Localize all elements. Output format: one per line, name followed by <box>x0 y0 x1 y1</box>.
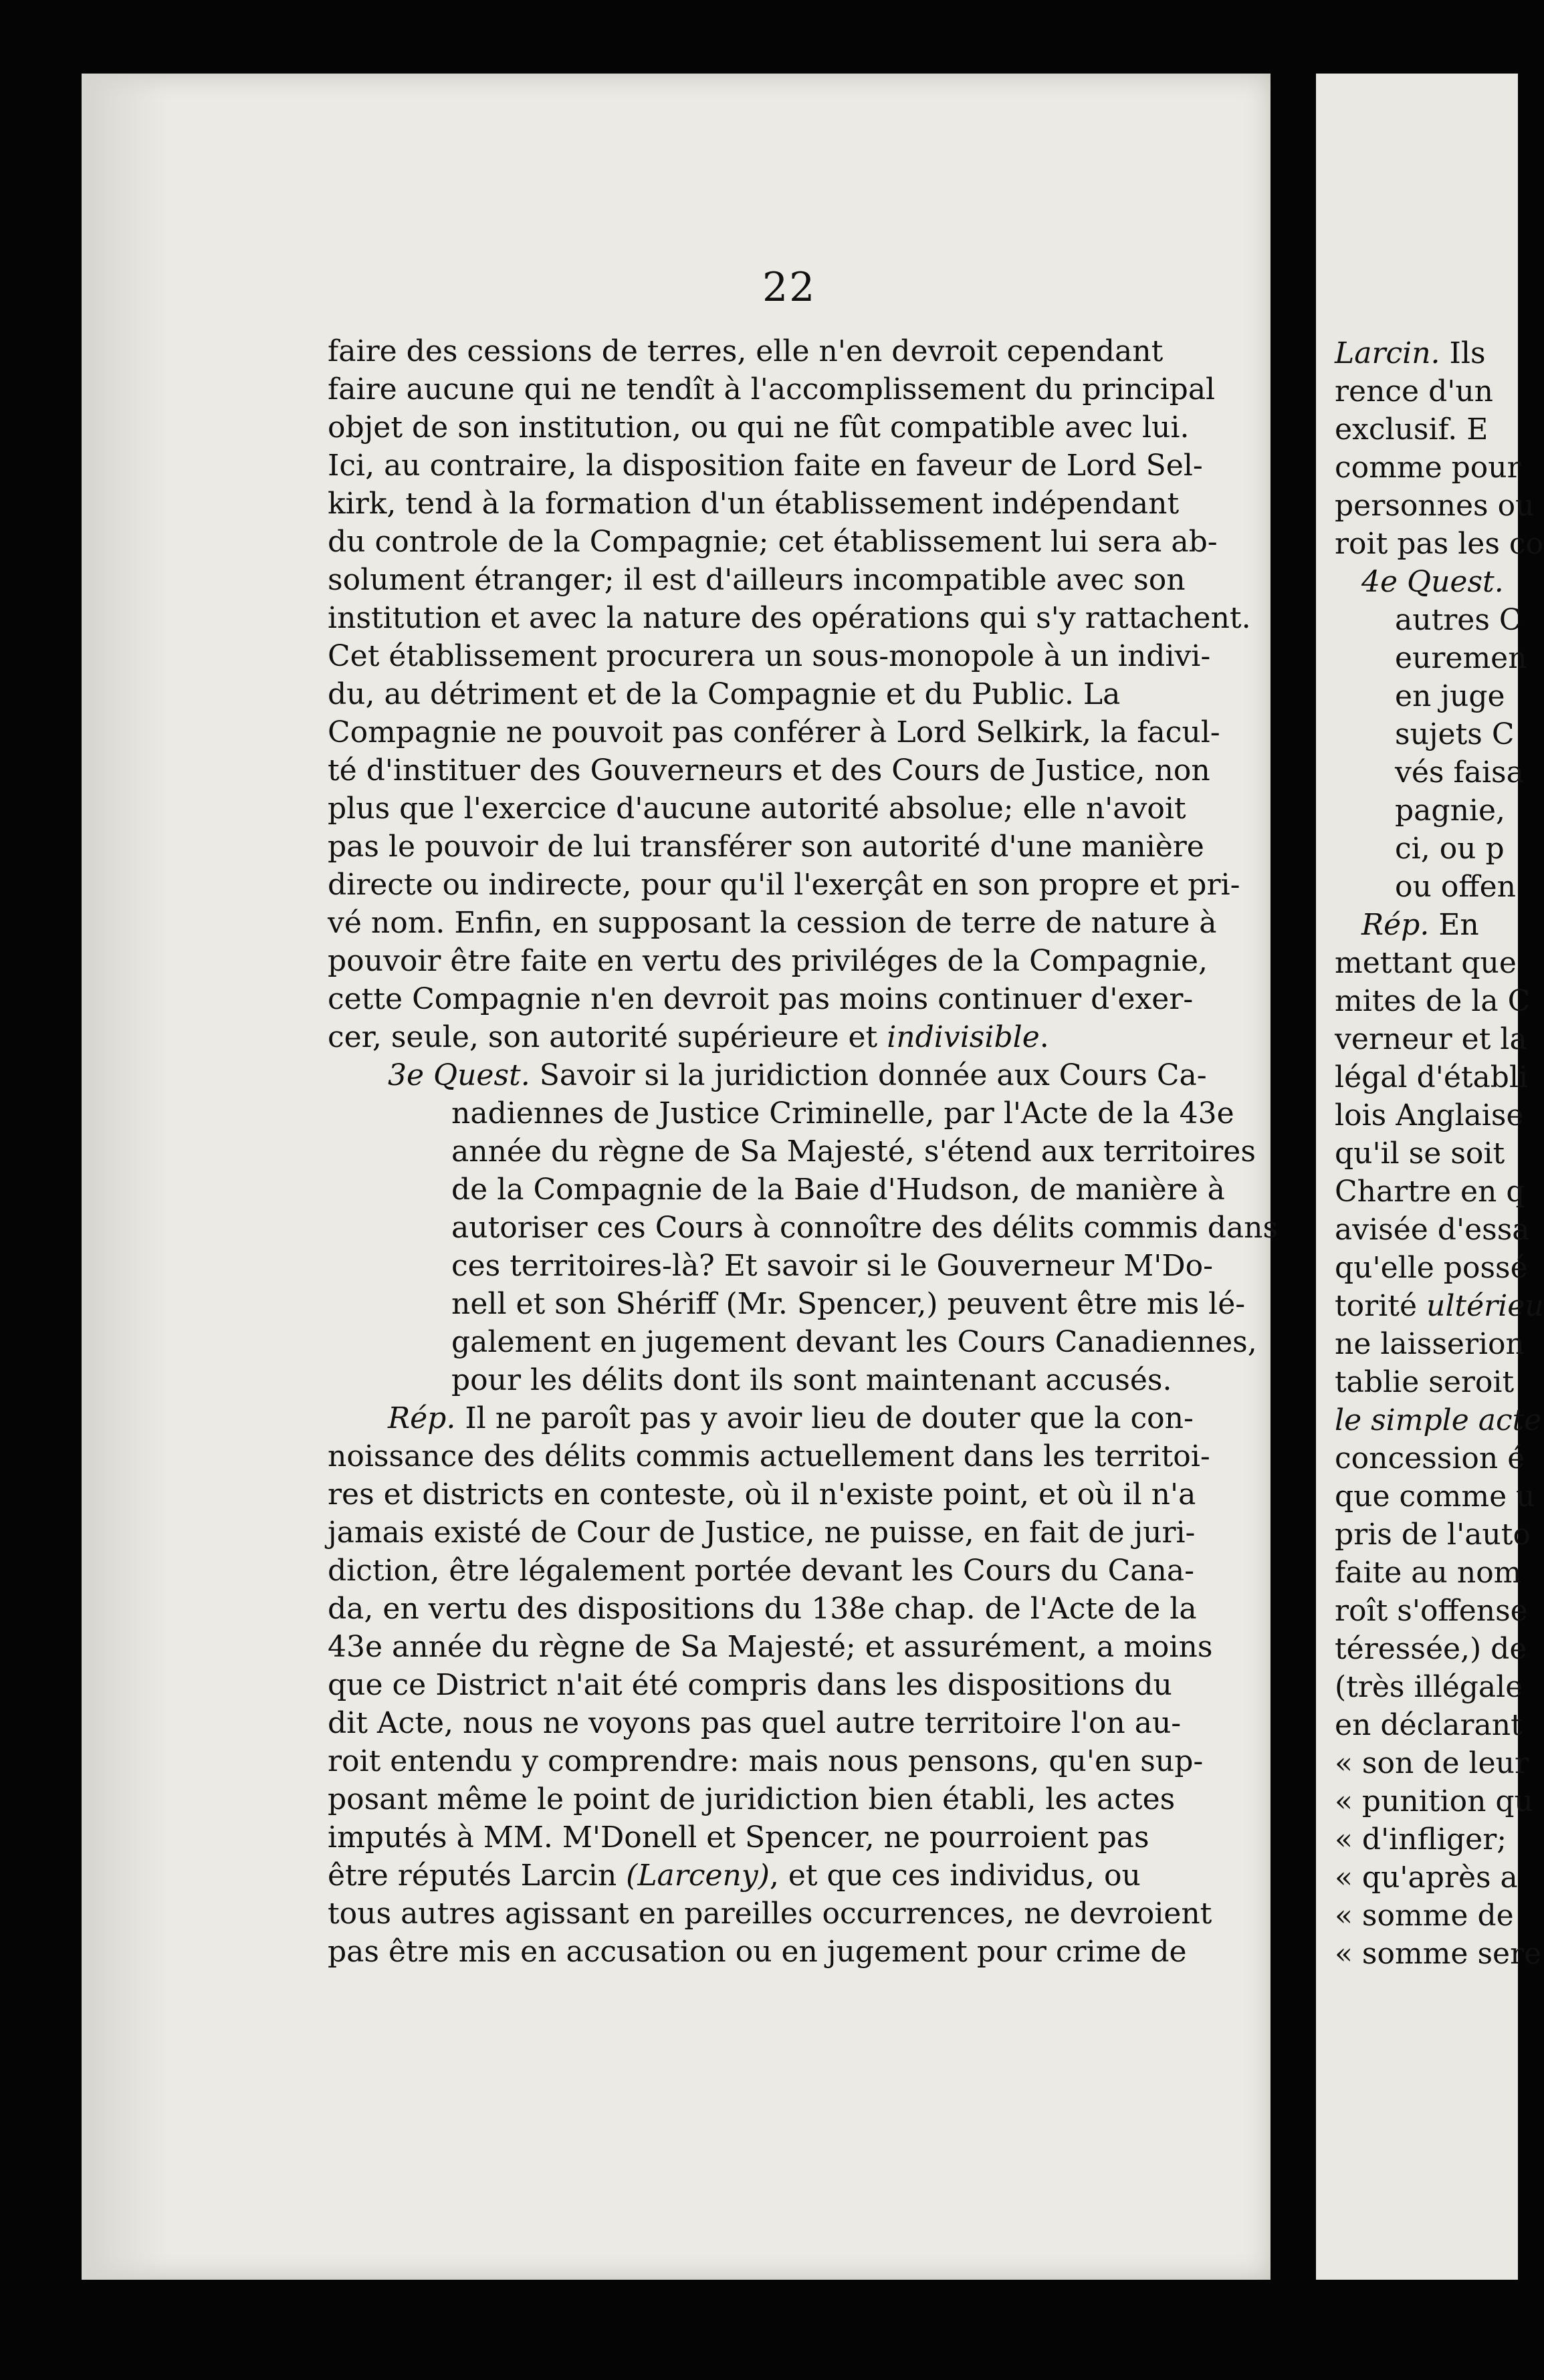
question-3 <box>328 1056 1279 1399</box>
text-line: pour les délits dont ils sont maintenant accusés. <box>451 1363 1172 1397</box>
text-line: dit Acte, nous ne voyons pas quel autre territoire l'on au- <box>328 1706 1182 1740</box>
text-line: ces territoires-là? Et savoir si le Gouverneur M'Do- <box>451 1249 1213 1283</box>
text-line: 43e année du règne de Sa Majesté; et assurément, a moins <box>328 1630 1213 1664</box>
text-line: solument étranger; il est d'ailleurs incompatible avec son <box>328 563 1186 597</box>
text-line: concession é <box>1335 1441 1525 1475</box>
text-line: roit entendu y comprendre: mais nous pensons, qu'en sup- <box>328 1744 1204 1778</box>
text-line <box>1335 334 1544 372</box>
text-line: imputés à MM. M'Donell et Spencer, ne pourroient pas <box>328 1820 1149 1855</box>
text-line: comme pour <box>1335 451 1521 485</box>
paragraph-cessions <box>328 332 1264 1056</box>
text-fragment: , et que ces individus, ou <box>769 1859 1141 1893</box>
text-line: autoriser ces Cours à connoître des délits commis dans <box>451 1211 1279 1245</box>
text-line: pas le pouvoir de lui transférer son autorité d'une manière <box>328 830 1204 864</box>
text-line: faite au nom <box>1335 1556 1522 1590</box>
text-line: que ce District n'ait été compris dans les dispositions du <box>328 1668 1172 1702</box>
text-line: pris de l'auto <box>1335 1518 1531 1552</box>
text-line: tablie seroit <box>1335 1365 1515 1399</box>
text-line: du controle de la Compagnie; cet établissement lui sera ab- <box>328 525 1218 559</box>
text-line: le simple acte <box>1335 1403 1542 1437</box>
text-line: de la Compagnie de la Baie d'Hudson, de manière à <box>451 1173 1225 1207</box>
text-line: jamais existé de Cour de Justice, ne puisse, en fait de juri- <box>328 1516 1196 1550</box>
text-line: personnes ou <box>1335 489 1535 523</box>
italic-word: ultérieu <box>1426 1289 1544 1323</box>
text-fragment: Savoir si la juridiction donnée aux Cours Ca- <box>530 1058 1207 1092</box>
text-line: ou offen <box>1395 870 1516 904</box>
text-fragment: torité <box>1335 1289 1426 1323</box>
text-line: Chartre en q <box>1335 1175 1525 1209</box>
text-line: vé nom. Enfin, en supposant la cession de terre de nature à <box>328 906 1217 940</box>
text-line: en déclarant <box>1335 1708 1523 1742</box>
text-line: ci, ou p <box>1395 832 1505 866</box>
reponse-label: Rép. <box>1361 908 1430 942</box>
text-fragment: Il ne paroît pas y avoir lieu de douter que la con- <box>455 1401 1194 1435</box>
text-line: légal d'établi <box>1335 1060 1529 1094</box>
question-4-first-line <box>1335 563 1544 601</box>
text-line: « qu'après a <box>1335 1861 1518 1895</box>
text-line: avisée d'essa <box>1335 1213 1530 1247</box>
text-line: qu'elle possé <box>1335 1251 1528 1285</box>
text-line: (très illégale <box>1335 1670 1523 1704</box>
question-3-first-line <box>328 1056 1264 1094</box>
right-page-text <box>1335 334 1544 1973</box>
page-number: 22 <box>762 264 816 311</box>
text-line: vés faisa <box>1395 755 1524 790</box>
text-fragment: . <box>1039 1020 1049 1054</box>
text-line: roît s'offense <box>1335 1594 1528 1628</box>
right-page <box>1316 74 1544 2280</box>
text-line: « d'infliger; <box>1335 1822 1507 1857</box>
text-line: « somme de <box>1335 1899 1514 1933</box>
text-line: té d'instituer des Gouverneurs et des Cours de Justice, non <box>328 753 1210 788</box>
text-line: pas être mis en accusation ou en jugement pour crime de <box>328 1935 1187 1969</box>
text-line: du, au détriment et de la Compagnie et du Public. La <box>328 677 1121 711</box>
text-line: mites de la C <box>1335 984 1531 1018</box>
text-line <box>328 1018 1264 1056</box>
text-fragment: En <box>1429 908 1479 942</box>
text-fragment: être réputés Larcin <box>328 1859 627 1893</box>
text-line: pouvoir être faite en vertu des priviléges de la Compagnie, <box>328 944 1208 978</box>
text-line: rence d'un <box>1335 374 1494 408</box>
text-line: kirk, tend à la formation d'un établissement indépendant <box>328 487 1180 521</box>
text-line: en juge <box>1395 679 1505 713</box>
text-line: nadiennes de Justice Criminelle, par l'Acte de la 43e <box>451 1096 1234 1130</box>
text-line: faire des cessions de terres, elle n'en devroit cependant <box>328 334 1164 368</box>
text-line: posant même le point de juridiction bien établi, les actes <box>328 1782 1176 1816</box>
text-line: pagnie, <box>1395 794 1505 828</box>
reponse-first-line <box>1335 906 1544 944</box>
text-line: verneur et la <box>1335 1022 1527 1056</box>
text-line: qu'il se soit <box>1335 1137 1505 1171</box>
text-line <box>1335 1287 1544 1325</box>
text-line: Cet établissement procurera un sous-monopole à un indivi- <box>328 639 1211 673</box>
text-line: téressée,) de <box>1335 1632 1527 1666</box>
question-label: 3e Quest. <box>388 1058 530 1092</box>
text-line: « son de leur <box>1335 1746 1529 1780</box>
gutter-shadow <box>82 74 169 2280</box>
text-line: sujets C <box>1395 717 1515 751</box>
text-line: exclusif. E <box>1335 412 1488 447</box>
text-line: noissance des délits commis actuellement dans les territoi- <box>328 1439 1210 1473</box>
text-fragment: cer, seule, son autorité supérieure et <box>328 1020 887 1054</box>
text-line: faire aucune qui ne tendît à l'accomplissement du principal <box>328 372 1216 406</box>
text-line: plus que l'exercice d'aucune autorité absolue; elle n'avoit <box>328 792 1186 826</box>
reponse-3 <box>328 1399 1264 1971</box>
italic-word: Larcin. <box>1335 336 1440 370</box>
text-line: res et districts en conteste, où il n'existe point, et où il n'a <box>328 1477 1196 1512</box>
text-line: roit pas les co <box>1335 527 1544 561</box>
left-page-text <box>328 332 1279 1971</box>
text-line: nell et son Shériff (Mr. Spencer,) peuvent être mis lé- <box>451 1287 1246 1321</box>
text-line: directe ou indirecte, pour qu'il l'exerçât en son propre et pri- <box>328 868 1240 902</box>
text-line: cette Compagnie n'en devroit pas moins continuer d'exer- <box>328 982 1194 1016</box>
reponse-label: Rép. <box>388 1401 456 1435</box>
text-line: Ici, au contraire, la disposition faite en faveur de Lord Sel- <box>328 449 1203 483</box>
text-line: que comme u <box>1335 1479 1535 1514</box>
text-line: diction, être légalement portée devant les Cours du Cana- <box>328 1554 1194 1588</box>
text-line: tous autres agissant en pareilles occurrences, ne devroient <box>328 1897 1212 1931</box>
text-line: « punition qu <box>1335 1784 1533 1818</box>
reponse-first-line <box>328 1399 1264 1437</box>
text-line: galement en jugement devant les Cours Canadiennes, <box>451 1325 1257 1359</box>
text-line: institution et avec la nature des opérations qui s'y rattachent. <box>328 601 1251 635</box>
text-line: mettant que <box>1335 946 1517 980</box>
text-line: objet de son institution, ou qui ne fût compatible avec lui. <box>328 410 1190 445</box>
text-line: lois Anglaise <box>1335 1098 1524 1133</box>
text-line: autres C <box>1395 603 1522 637</box>
text-line: euremen <box>1395 641 1527 675</box>
italic-word: (Larceny) <box>626 1859 770 1893</box>
text-line: année du règne de Sa Majesté, s'étend aux territoires <box>451 1135 1256 1169</box>
text-fragment: Ils <box>1440 336 1486 370</box>
text-line: Compagnie ne pouvoit pas conférer à Lord Selkirk, la facul- <box>328 715 1220 749</box>
text-line: ne laisserion <box>1335 1327 1525 1361</box>
text-line <box>328 1857 1264 1895</box>
question-label: 4e Quest. <box>1361 565 1504 599</box>
text-line: da, en vertu des dispositions du 138e chap. de l'Acte de la <box>328 1592 1197 1626</box>
italic-word: indivisible <box>887 1020 1040 1054</box>
text-line: « somme sere <box>1335 1937 1542 1971</box>
